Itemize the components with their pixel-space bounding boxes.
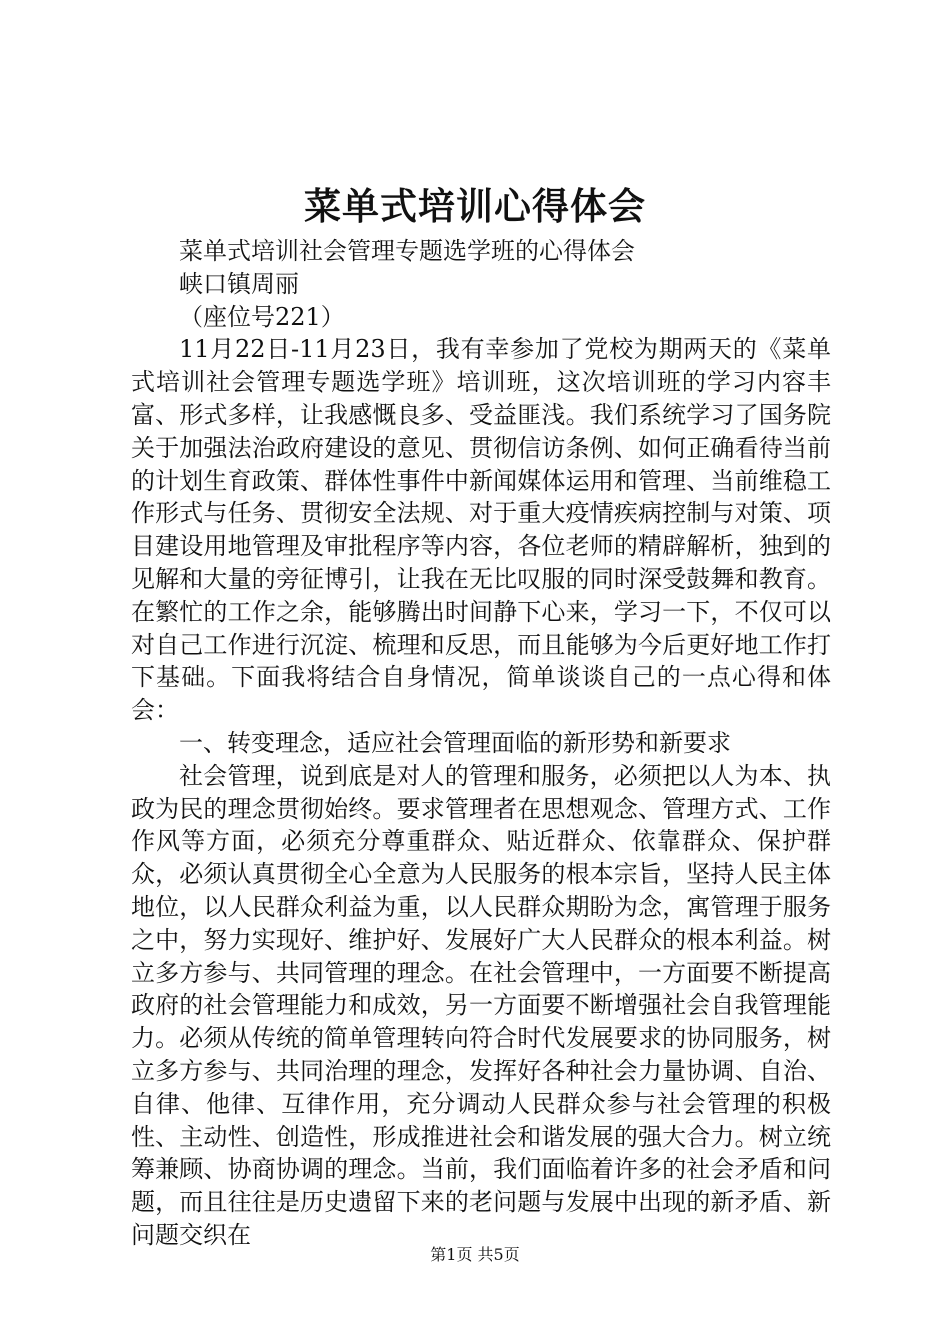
page-footer: 第1页 共5页 [430,1245,520,1264]
seat-number-paragraph: （座位号221） [179,302,345,331]
page-title: 菜单式培训心得体会 [304,185,646,228]
body-paragraph: 社会管理，说到底是对人的管理和服务，必须把以人为本、执政为民的理念贯彻始终。要求管理者在思想观念、管理方式、工作作风等方面，必须充分尊重群众、贴近群众、依靠群众、保护群众，必须认真贯彻全心全意为人民服务的根本宗旨，坚持人民主体地位，以人民群众利益为重，以人民群众期盼为念，寓管理于服务之中，努力实现好、维护好、发展好广大人民群众的根本利益。树立多方参与、共同管理的理念。在社会管理中，一方面要不断提高政府的社会管理能力和成效，另一方面要不断增强社会自我管理能力。必须从传统的简单管理转向符合时代发展要求的协同服务，树立多方参与、共同治理的理念，发挥好各种社会力量协调、自治、自律、他律、互律作用，充分调动人民群众参与社会管理的积极性、主动性、创造性，形成推进社会和谐发展的强大合力。树立统筹兼顾、协商协调的理念。当前，我们面临着许多的社会矛盾和问题，而且往往是历史遗留下来的老问题与发展中出现的新矛盾、新问题交织在 [131,761,831,1249]
section-heading: 一、转变理念，适应社会管理面临的新形势和新要求 [179,728,731,757]
intro-paragraph: 11月22日-11月23日，我有幸参加了党校为期两天的《菜单式培训社会管理专题选学班》培训班，这次培训班的学习内容丰富、形式多样，让我感慨良多、受益匪浅。我们系统学习了国务院关于加强法治政府建设的意见、贯彻信访条例、如何正确看待当前的计划生育政策、群体性事件中新闻媒体运用和管理、当前维稳工作形式与任务、贯彻安全法规、对于重大疫情疾病控制与对策、项目建设用地管理及审批程序等内容，各位老师的精辟解析，独到的见解和大量的旁征博引，让我在无比叹服的同时深受鼓舞和教育。在繁忙的工作之余，能够腾出时间静下心来，学习一下，不仅可以对自己工作进行沉淀、梳理和反思，而且能够为今后更好地工作打下基础。下面我将结合自身情况，简单谈谈自己的一点心得和体会： [131,335,831,725]
document-body [131,235,831,1252]
author-paragraph: 峡口镇周丽 [179,269,299,298]
subtitle-paragraph: 菜单式培训社会管理专题选学班的心得体会 [179,237,635,265]
